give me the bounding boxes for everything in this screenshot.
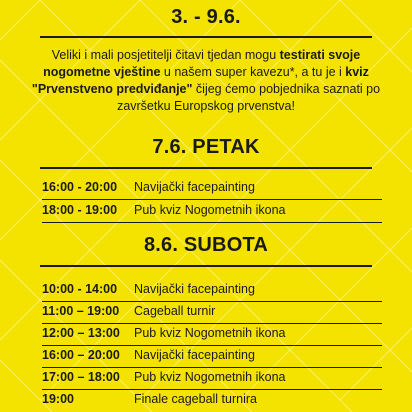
day-heading-petak: 7.6. PETAK	[152, 136, 260, 158]
event-time: 10:00 - 14:00	[42, 282, 118, 296]
intro-text: čijeg ćemo pobjednika saznati po završetku Europskog prvenstva!	[117, 82, 381, 113]
schedule-row	[42, 199, 382, 221]
schedule-row	[42, 366, 382, 388]
event-time: 18:00 - 19:00	[42, 203, 118, 217]
event-time: 12:00 – 13:00	[42, 326, 120, 340]
event-time: 16:00 - 20:00	[42, 180, 118, 194]
event-time: 16:00 – 20:00	[42, 348, 120, 362]
divider	[40, 265, 372, 267]
intro-text: u našem super kavezu*, a tu je i	[160, 65, 346, 79]
event-name: Navijački facepainting	[134, 348, 255, 362]
event-time: 17:00 – 18:00	[42, 370, 120, 384]
intro-paragraph	[30, 47, 382, 115]
intro-bold-text: kviz "Prvenstveno predviđanje"	[31, 65, 369, 96]
schedule-row	[42, 388, 382, 410]
event-time: 11:00 – 19:00	[42, 304, 120, 318]
event-name: Cageball turnir	[134, 304, 216, 318]
divider	[40, 167, 372, 169]
event-name: Pub kviz Nogometnih ikona	[134, 203, 286, 217]
schedule-row	[42, 278, 382, 300]
schedule-row	[42, 176, 382, 198]
event-name: Pub kviz Nogometnih ikona	[134, 370, 286, 384]
day-heading-subota: 8.6. SUBOTA	[143, 234, 269, 256]
row-divider	[42, 222, 382, 223]
event-name: Pub kviz Nogometnih ikona	[134, 326, 286, 340]
date-range-heading: 3. - 9.6.	[171, 6, 241, 28]
event-time: 19:00	[42, 392, 74, 406]
schedule-row	[42, 344, 382, 366]
event-name: Finale cageball turnira	[134, 392, 257, 406]
schedule-row	[42, 300, 382, 322]
event-name: Navijački facepainting	[134, 180, 255, 194]
schedule-row	[42, 322, 382, 344]
intro-text: Veliki i mali posjetitelji čitavi tjedan mogu	[51, 48, 280, 62]
divider	[40, 36, 372, 38]
intro-bold-text: testirati svoje nogometne vještine	[43, 48, 361, 79]
event-name: Navijački facepainting	[134, 282, 255, 296]
